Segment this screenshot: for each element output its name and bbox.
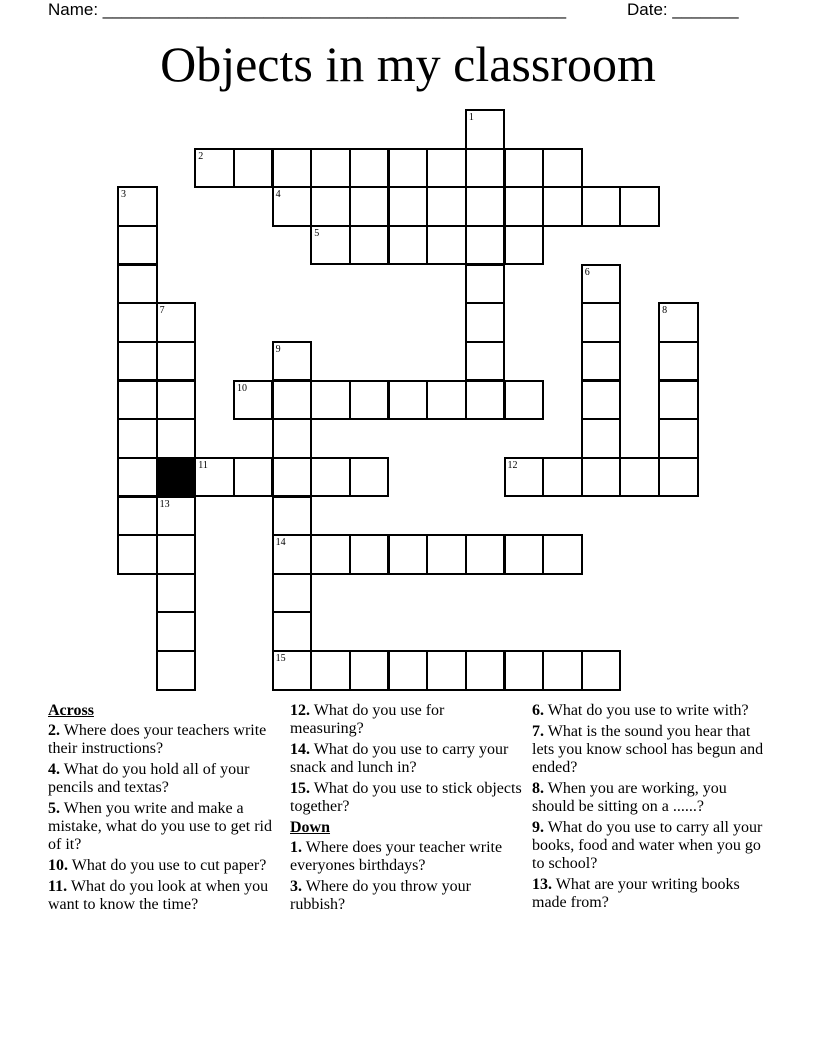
crossword-cell[interactable]: [465, 225, 506, 266]
crossword-cell[interactable]: [117, 496, 158, 537]
crossword-cell[interactable]: [349, 457, 390, 498]
crossword-cell[interactable]: [542, 457, 583, 498]
clue-down-9: 9. What do you use to carry all your books, food and water when you go to school?: [532, 819, 763, 872]
clue-number: 3: [121, 189, 126, 201]
crossword-cell[interactable]: [658, 380, 699, 421]
crossword-cell[interactable]: [310, 148, 351, 189]
crossword-cell[interactable]: [581, 186, 622, 227]
crossword-cell[interactable]: [504, 186, 545, 227]
crossword-cell[interactable]: [465, 380, 506, 421]
crossword-cell[interactable]: [117, 341, 158, 382]
clue-number: 13: [159, 498, 170, 510]
crossword-cell[interactable]: [272, 573, 313, 614]
clue-number: 4: [275, 189, 281, 201]
crossword-cell[interactable]: [619, 186, 660, 227]
crossword-cell[interactable]: [619, 457, 660, 498]
crossword-cell[interactable]: [156, 418, 197, 459]
clue-number: 8: [662, 305, 668, 317]
crossword-cell[interactable]: [581, 302, 622, 343]
clue-down-7: 7. What is the sound you hear that lets you know school has begun and ended?: [532, 723, 764, 776]
crossword-cell[interactable]: [581, 418, 622, 459]
crossword-cell[interactable]: [658, 457, 699, 498]
crossword-cell[interactable]: [388, 186, 429, 227]
clue-number: 15: [275, 653, 286, 665]
crossword-cell[interactable]: [194, 457, 235, 498]
clue-number: 10: [236, 382, 247, 394]
crossword-cell[interactable]: [233, 457, 274, 498]
crossword-cell[interactable]: [504, 148, 545, 189]
clue-across-5: 5. When you write and make a mistake, what do you use to get rid of it?: [48, 800, 272, 853]
crossword-cell[interactable]: [465, 302, 506, 343]
crossword-cell[interactable]: [272, 186, 313, 227]
crossword-cell[interactable]: [117, 264, 158, 305]
crossword-cell[interactable]: [310, 650, 351, 691]
crossword-cell[interactable]: [156, 650, 197, 691]
clue-across-14: 14. What do you use to carry your snack and lunch in?: [290, 741, 509, 776]
crossword-cell[interactable]: [426, 534, 467, 575]
crossword-cell[interactable]: [581, 650, 622, 691]
crossword-cell[interactable]: [658, 302, 699, 343]
clue-across-10: 10. What do you use to cut paper?: [48, 857, 267, 874]
clue-down-6: 6. What do you use to write with?: [532, 702, 749, 719]
clue-across-12: 12. What do you use for measuring?: [290, 702, 445, 737]
crossword-black-cell: [156, 457, 197, 498]
clue-number: 2: [198, 150, 204, 162]
down-heading: Down: [290, 819, 331, 836]
crossword-cell[interactable]: [465, 341, 506, 382]
crossword-cell[interactable]: [465, 264, 506, 305]
crossword-cell[interactable]: [504, 650, 545, 691]
crossword-cell[interactable]: [542, 650, 583, 691]
crossword-cell[interactable]: [542, 148, 583, 189]
crossword-cell[interactable]: [310, 186, 351, 227]
crossword-cell[interactable]: [465, 109, 506, 150]
crossword-cell[interactable]: [117, 457, 158, 498]
crossword-cell[interactable]: [117, 380, 158, 421]
crossword-cell[interactable]: [658, 418, 699, 459]
crossword-cell[interactable]: [156, 496, 197, 537]
crossword-cell[interactable]: [310, 457, 351, 498]
clue-across-2: 2. Where does your teachers write their instructions?: [48, 722, 267, 757]
crossword-cell[interactable]: [426, 380, 467, 421]
crossword-cell[interactable]: [349, 148, 390, 189]
crossword-cell[interactable]: [156, 341, 197, 382]
crossword-cell[interactable]: [465, 534, 506, 575]
crossword-cell[interactable]: [156, 573, 197, 614]
crossword-cell[interactable]: [117, 534, 158, 575]
crossword-cell[interactable]: [233, 380, 274, 421]
clue-number: 6: [584, 266, 590, 278]
clue-number: 14: [275, 537, 286, 549]
crossword-cell[interactable]: [117, 186, 158, 227]
crossword-cell[interactable]: [272, 148, 313, 189]
crossword-cell[interactable]: [194, 148, 235, 189]
crossword-cell[interactable]: [426, 225, 467, 266]
clue-across-15: 15. What do you use to stick objects together?: [290, 780, 522, 815]
crossword-cell[interactable]: [465, 650, 506, 691]
crossword-cell[interactable]: [388, 148, 429, 189]
clue-number: 12: [507, 459, 518, 471]
crossword-cell[interactable]: [388, 225, 429, 266]
clue-number: 7: [159, 305, 165, 317]
clue-down-8: 8. When you are working, you should be sitting on a ......?: [532, 780, 727, 815]
clue-number: 1: [468, 112, 474, 123]
crossword-cell[interactable]: [310, 225, 351, 266]
clues-column-1: [48, 702, 280, 917]
crossword-cell[interactable]: [349, 534, 390, 575]
clue-across-11: 11. What do you look at when you want to know the time?: [48, 878, 269, 913]
crossword-cell[interactable]: [272, 496, 313, 537]
crossword-cell[interactable]: [117, 302, 158, 343]
crossword-cell[interactable]: [233, 148, 274, 189]
page-title: Objects in my classroom: [160, 36, 656, 92]
crossword-cell[interactable]: [156, 534, 197, 575]
name-field: Name: _________________________________________________: [48, 0, 567, 19]
crossword-cell[interactable]: [581, 457, 622, 498]
crossword-cell[interactable]: [310, 380, 351, 421]
crossword-cell[interactable]: [542, 534, 583, 575]
crossword-cell[interactable]: [272, 534, 313, 575]
crossword-cell[interactable]: [658, 341, 699, 382]
crossword-cell[interactable]: [388, 380, 429, 421]
crossword-cell[interactable]: [272, 457, 313, 498]
crossword-cell[interactable]: [117, 418, 158, 459]
crossword-cell[interactable]: [310, 534, 351, 575]
crossword-cell[interactable]: [542, 186, 583, 227]
crossword-cell[interactable]: [388, 534, 429, 575]
crossword-cell[interactable]: [426, 650, 467, 691]
crossword-cell[interactable]: [156, 302, 197, 343]
crossword-cell[interactable]: [349, 650, 390, 691]
clues-column-3: [532, 702, 764, 915]
crossword-cell[interactable]: [581, 264, 622, 305]
across-heading: Across: [48, 702, 94, 719]
crossword-cell[interactable]: [117, 225, 158, 266]
crossword-cell[interactable]: [272, 611, 313, 652]
crossword-cell[interactable]: [272, 341, 313, 382]
crossword-cell[interactable]: [581, 341, 622, 382]
crossword-cell[interactable]: [504, 534, 545, 575]
crossword-cell[interactable]: [156, 380, 197, 421]
clue-across-4: 4. What do you hold all of your pencils and textas?: [48, 761, 250, 796]
crossword-cell[interactable]: [272, 380, 313, 421]
crossword-cell[interactable]: [504, 225, 545, 266]
crossword-cell[interactable]: [504, 380, 545, 421]
crossword-cell[interactable]: [426, 186, 467, 227]
clue-number: 5: [314, 227, 320, 239]
crossword-cell[interactable]: [504, 457, 545, 498]
crossword-cell[interactable]: [272, 650, 313, 691]
crossword-cell[interactable]: [156, 611, 197, 652]
clue-down-1: 1. Where does your teacher write everyones birthdays?: [290, 839, 503, 874]
crossword-cell[interactable]: [426, 148, 467, 189]
clue-number: 9: [275, 343, 281, 355]
date-field: Date: _______: [627, 0, 739, 19]
crossword-cell[interactable]: [349, 186, 390, 227]
crossword-cell[interactable]: [388, 650, 429, 691]
clue-down-3: 3. Where do you throw your rubbish?: [290, 878, 471, 913]
crossword-cell[interactable]: [272, 418, 313, 459]
clue-down-13: 13. What are your writing books made from?: [532, 876, 740, 911]
crossword-cell[interactable]: [465, 186, 506, 227]
clues-column-2: [290, 702, 522, 917]
crossword-cell[interactable]: [465, 148, 506, 189]
crossword-cell[interactable]: [349, 225, 390, 266]
crossword-cell[interactable]: [349, 380, 390, 421]
crossword-cell[interactable]: [581, 380, 622, 421]
clue-number: 11: [198, 459, 208, 471]
